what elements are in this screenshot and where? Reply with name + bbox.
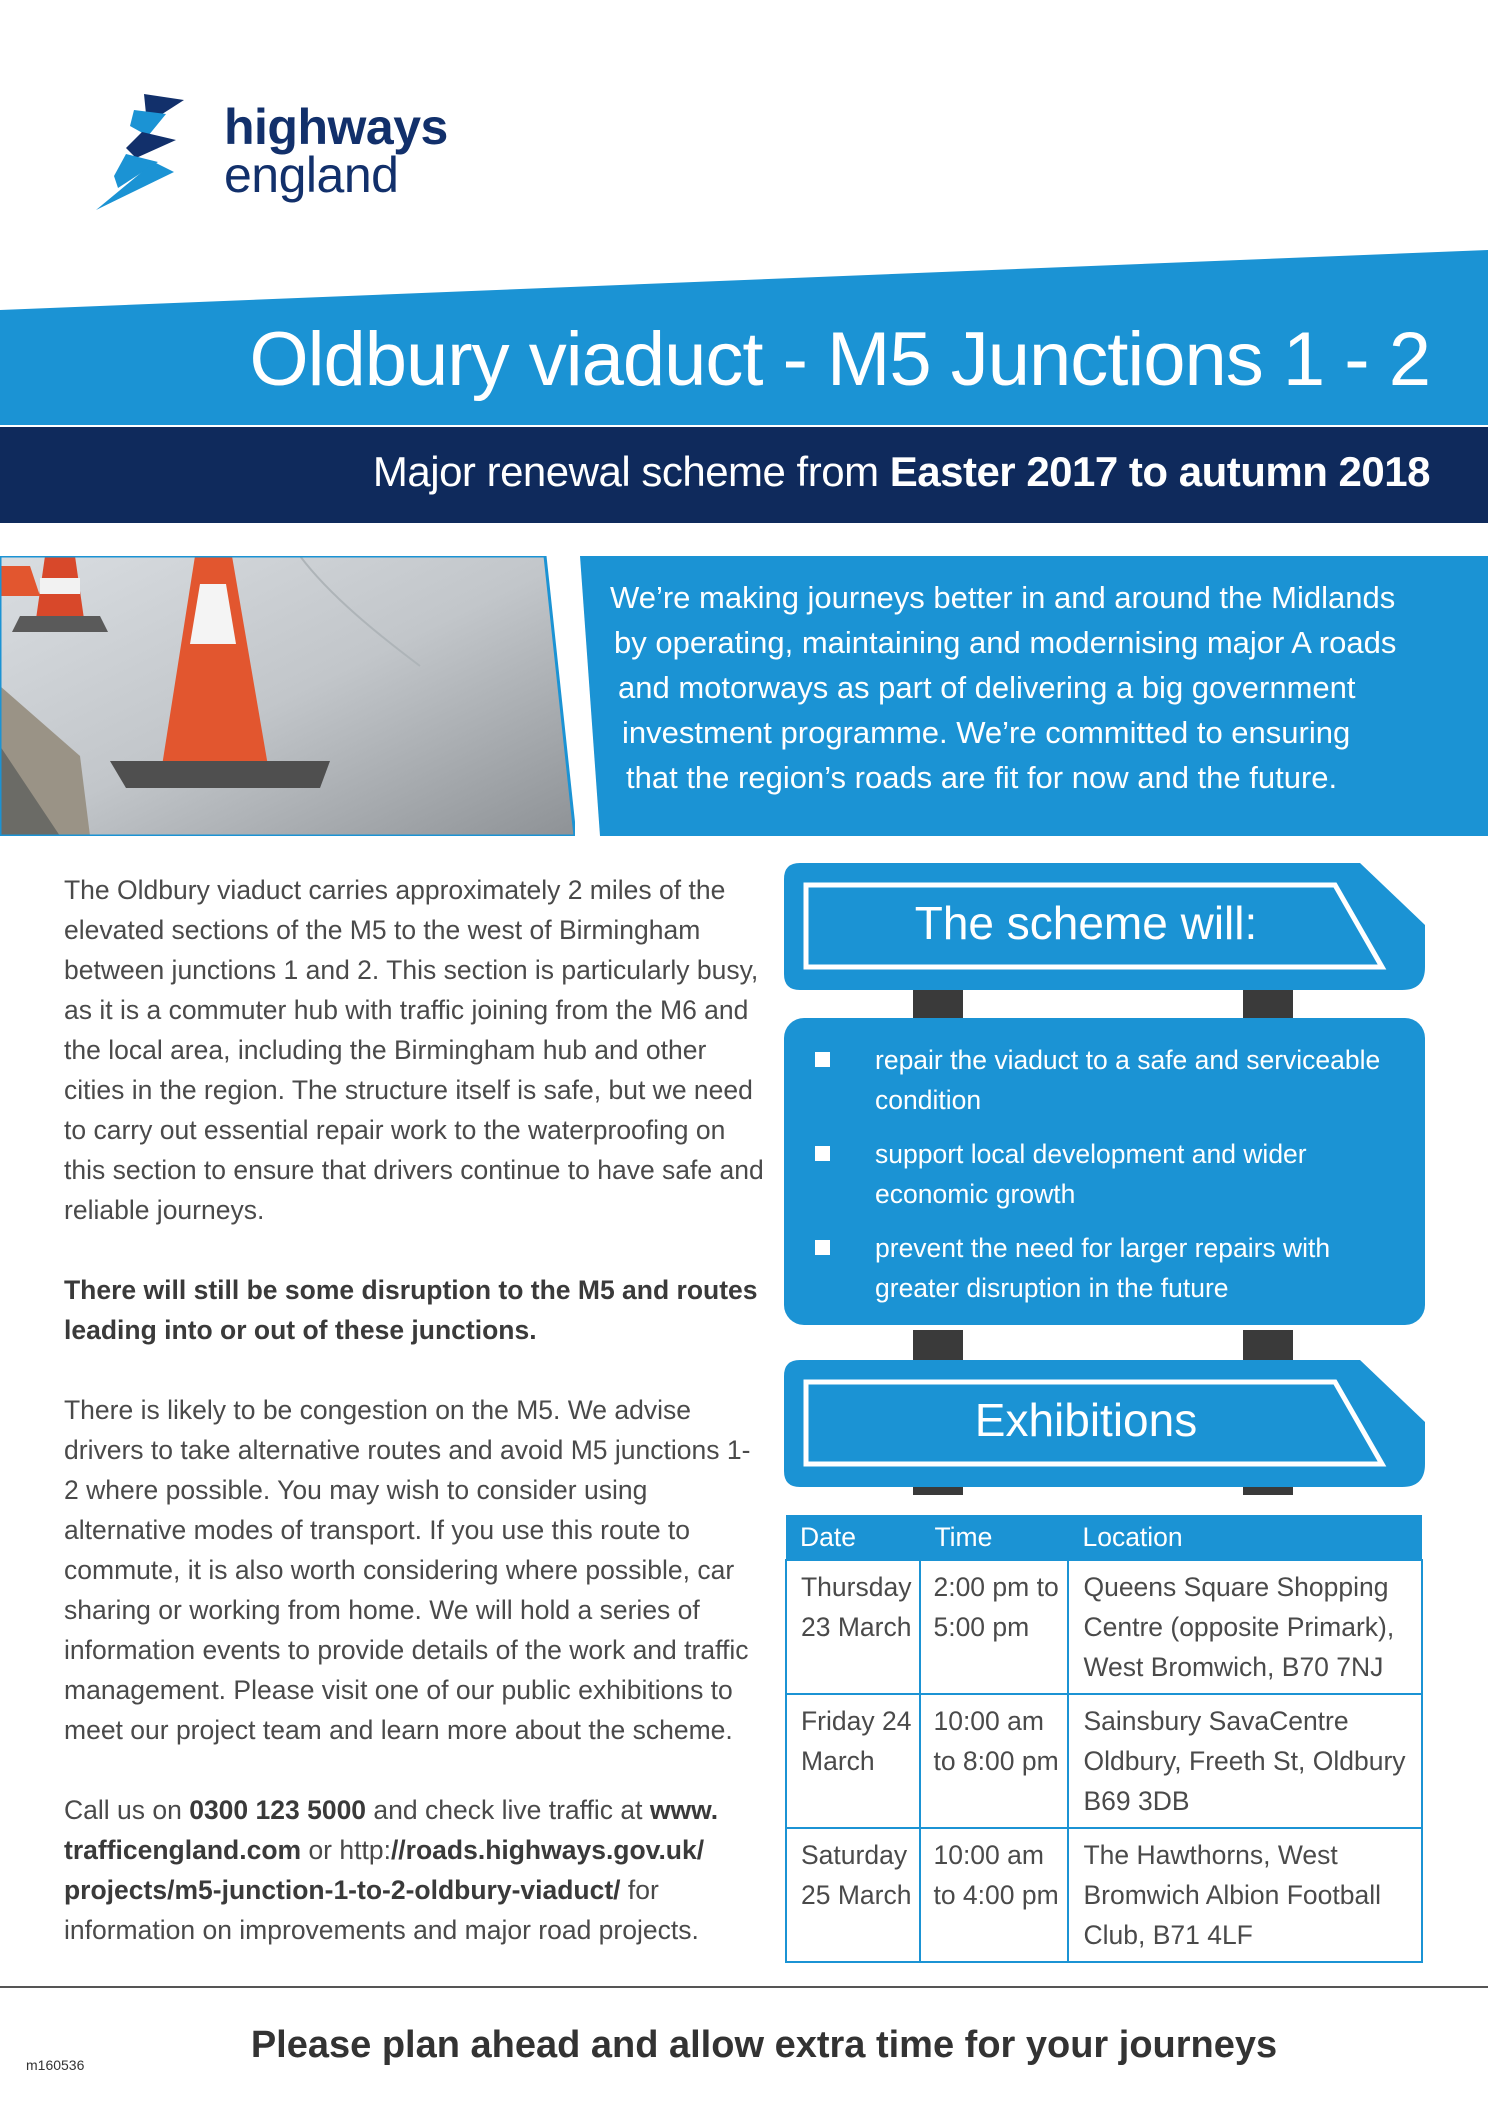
contact-text: for information on improvements and major road projects. (64, 1875, 699, 1945)
contact-phone[interactable]: 0300 123 5000 (189, 1795, 367, 1825)
scheme-list (815, 1040, 1415, 1322)
body-paragraph-advice: There is likely to be congestion on the M5. We advise drivers to take alternative routes and avoid M5 junctions 1-2 where possible. You may wish to consider using alternative modes of transport. If you use this route to commute, it is also worth considering where possible, car sharing or working from home. We will hold a series of information events to provide details of the work and traffic management. Please visit one of our public exhibitions to meet our project team and learn more about the scheme. (64, 1395, 751, 1745)
exhibition-date: Thursday 23 March (786, 1560, 920, 1694)
exhibition-location: The Hawthorns, West Bromwich Albion Football Club, B71 4LF (1068, 1828, 1422, 1962)
logo-mark-icon (96, 92, 216, 212)
intro-line: and motorways as part of delivering a big government (618, 670, 1356, 705)
table-row (786, 1694, 1422, 1828)
table-row (786, 1828, 1422, 1962)
exhibitions-table (785, 1515, 1423, 1963)
contact-text: and check live traffic at (366, 1795, 650, 1825)
page-subtitle (373, 448, 1430, 496)
table-row (786, 1560, 1422, 1694)
exhibitions-sign-title: Exhibitions (974, 1394, 1198, 1446)
contact-text: Call us on (64, 1795, 190, 1825)
highways-england-logo (96, 92, 516, 222)
bullet-square-icon (815, 1240, 830, 1255)
exhibition-time: 2:00 pm to 5:00 pm (920, 1560, 1068, 1694)
column-header-date: Date (786, 1515, 920, 1560)
footer-message: Please plan ahead and allow extra time for your journeys (250, 2024, 1278, 2066)
page-title: Oldbury viaduct - M5 Junctions 1 - 2 (249, 317, 1430, 402)
scheme-list-item (815, 1134, 1415, 1214)
exhibition-time: 10:00 am to 4:00 pm (920, 1828, 1068, 1962)
subtitle-dates: Easter 2017 to autumn 2018 (889, 448, 1430, 495)
logo-word-highways: highways (224, 99, 448, 155)
scheme-list-item (815, 1040, 1415, 1120)
scheme-sign-title: The scheme will: (914, 897, 1258, 949)
intro-line: that the region’s roads are fit for now and the future. (626, 760, 1338, 795)
scheme-list-item (815, 1228, 1415, 1308)
body-text-column (64, 870, 764, 1990)
table-header-row (786, 1515, 1422, 1560)
exhibition-time: 10:00 am to 8:00 pm (920, 1694, 1068, 1828)
body-paragraph-disruption: There will still be some disruption to the M5 and routes leading into or out of these junctions. (64, 1275, 758, 1345)
exhibition-location: Queens Square Shopping Centre (opposite Primark), West Bromwich, B70 7NJ (1068, 1560, 1422, 1694)
bullet-square-icon (815, 1146, 830, 1161)
traffic-cones-photo (0, 556, 575, 836)
project-page-link[interactable]: //roads.highways.gov.uk/ projects/m5-junction-1-to-2-oldbury-viaduct/ (64, 1835, 705, 1905)
column-header-time: Time (920, 1515, 1068, 1560)
logo-word-england: england (224, 147, 399, 203)
intro-line: We’re making journeys better in and around the Midlands (610, 580, 1396, 615)
column-header-location: Location (1068, 1515, 1422, 1560)
traffic-england-link[interactable]: www. trafficengland.com (64, 1795, 719, 1865)
exhibition-location: Sainsbury SavaCentre Oldbury, Freeth St, Oldbury B69 3DB (1068, 1694, 1422, 1828)
intro-line: by operating, maintaining and modernising major A roads (614, 625, 1397, 660)
subtitle-prefix: Major renewal scheme from (372, 448, 890, 495)
exhibition-date: Friday 24 March (786, 1694, 920, 1828)
intro-line: investment programme. We’re committed to ensuring (622, 715, 1351, 750)
reference-code: m160536 (26, 2057, 85, 2073)
body-paragraph-overview: The Oldbury viaduct carries approximately 2 miles of the elevated sections of the M5 to the west of Birmingham between junctions 1 and 2. This section is particularly busy, as it is a commuter hub with traffic joining from the M6 and the local area, including the Birmingham hub and other cities in the region. The structure itself is safe, but we need to carry out essential repair work to the waterproofing on this section to ensure that drivers continue to have safe and reliable journeys. (64, 875, 764, 1225)
contact-text: or http: (301, 1835, 391, 1865)
body-paragraph-contact (64, 1790, 764, 1950)
bullet-square-icon (815, 1052, 830, 1067)
scheme-item-text: support local development and wider economic growth (875, 1139, 1307, 1209)
scheme-item-text: repair the viaduct to a safe and serviceable condition (875, 1045, 1381, 1115)
exhibition-date: Saturday 25 March (786, 1828, 920, 1962)
scheme-item-text: prevent the need for larger repairs with greater disruption in the future (875, 1233, 1331, 1303)
footer-divider (0, 1986, 1488, 1988)
